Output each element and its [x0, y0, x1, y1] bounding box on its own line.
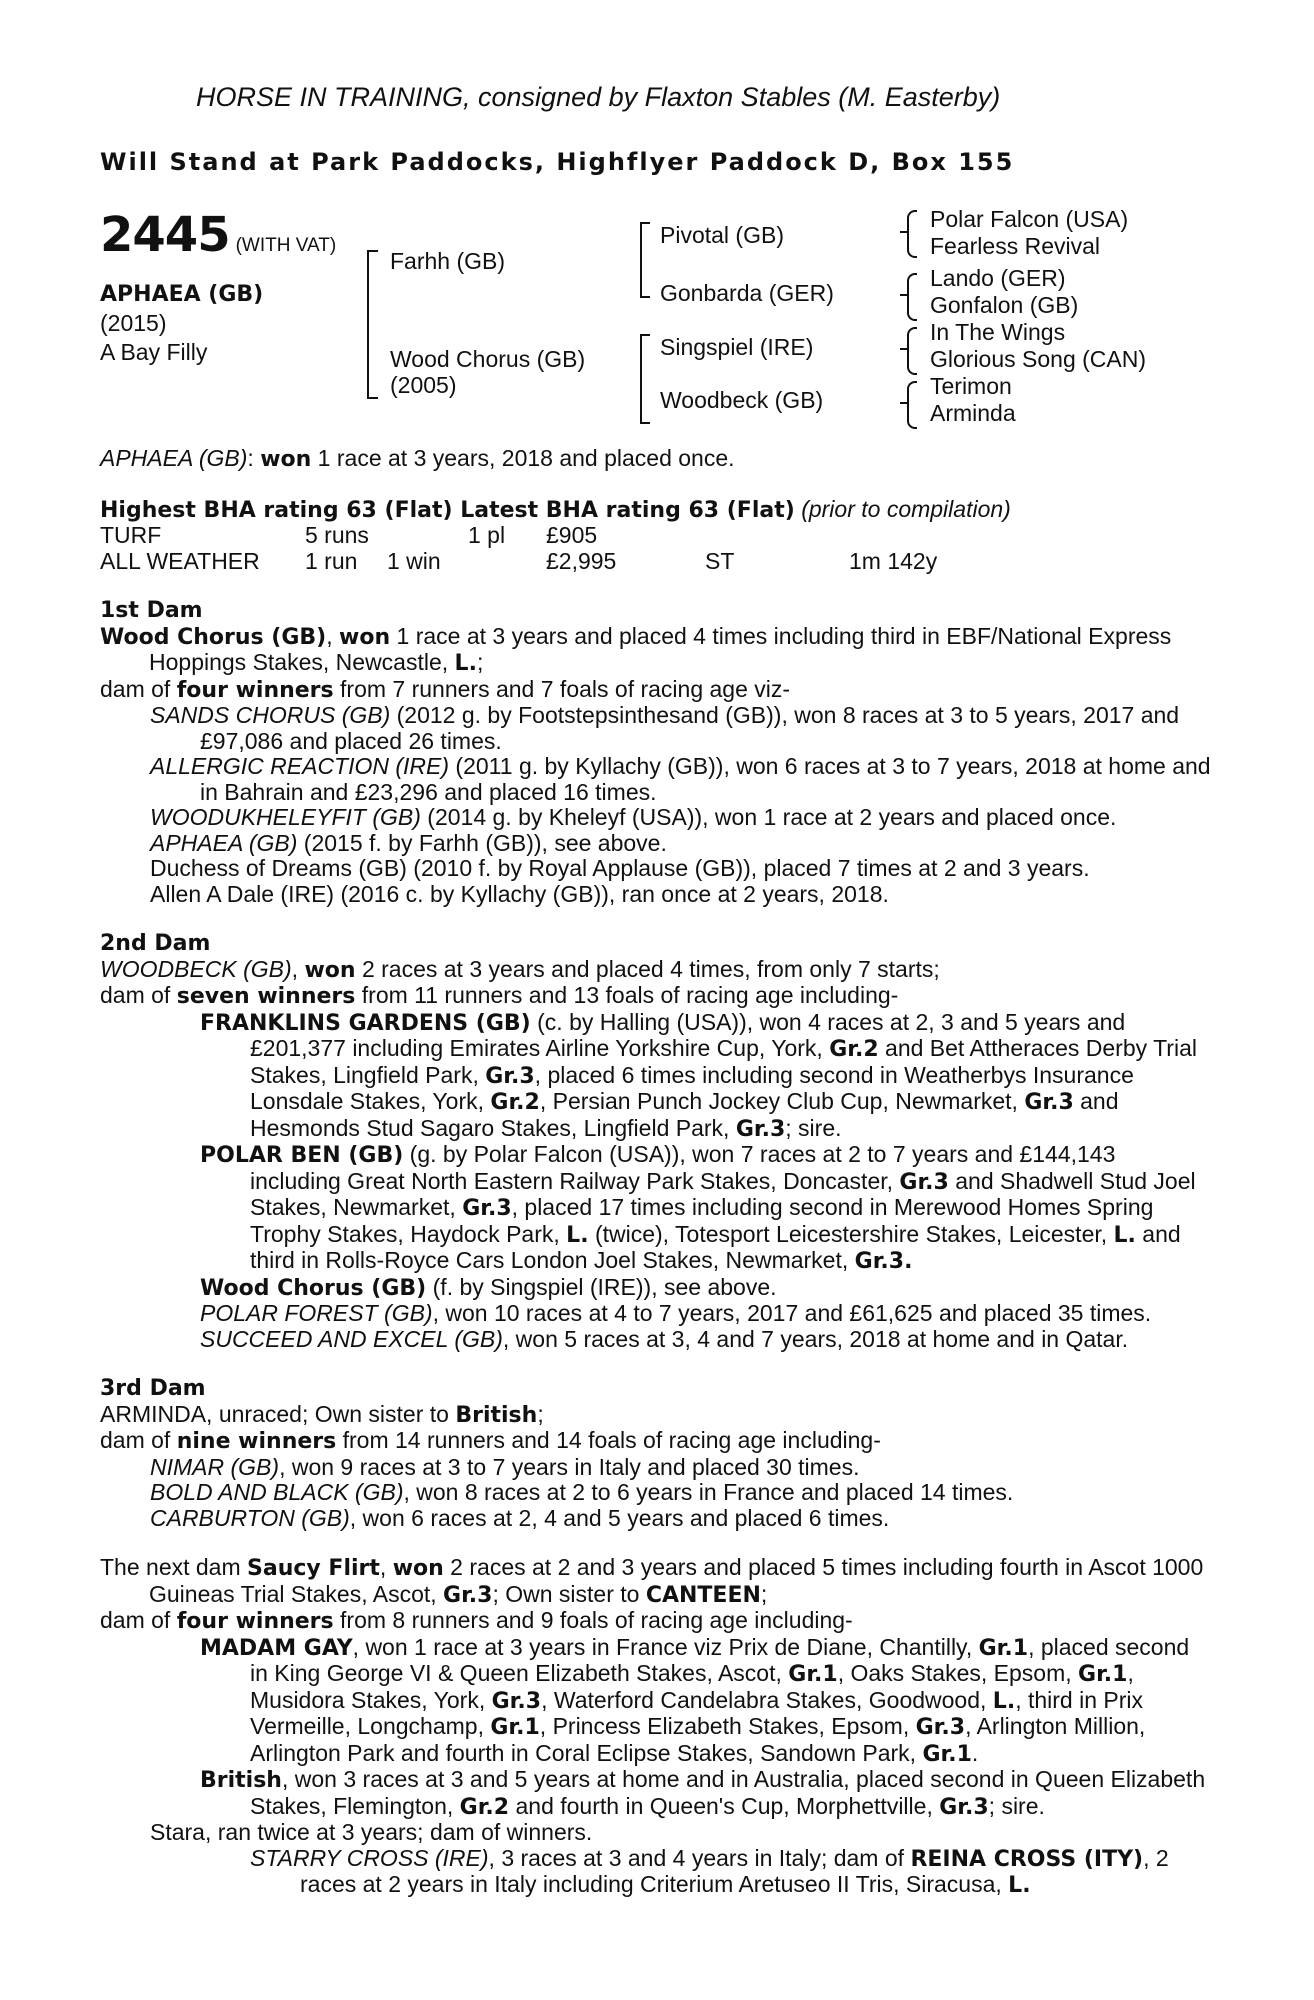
- pedigree-dam-sire: Singspiel (IRE): [660, 334, 814, 360]
- pedigree-bracket-dam-parents: [640, 334, 650, 424]
- pedigree-g7: Terimon: [930, 373, 1012, 399]
- first-dam-record: Wood Chorus (GB), won 1 race at 3 years and placed 4 times including third in EBF/National Express Hoppings Stakes, Newcastle, L.;: [100, 622, 1172, 676]
- stand-location: Will Stand at Park Paddocks, Highflyer Paddock D, Box 155: [100, 148, 1015, 176]
- third-dam-heading: 3rd Dam: [100, 1376, 206, 1401]
- pedigree-bracket-sire-parents: [640, 222, 650, 298]
- produce-item: Stara, ran twice at 3 years; dam of winners.: [150, 1819, 593, 1845]
- vat-label: (WITH VAT): [235, 235, 337, 256]
- third-dam-produce-summary: dam of nine winners from 14 runners and 14 foals of racing age including-: [100, 1427, 881, 1454]
- produce-item: APHAEA (GB) (2015 f. by Farhh (GB)), see above.: [150, 829, 667, 856]
- produce-item: POLAR FOREST (GB), won 10 races at 4 to 7 years, 2017 and £61,625 and placed 35 times.: [200, 1300, 1152, 1326]
- produce-item: ALLERGIC REACTION (IRE) (2011 g. by Kyllachy (GB)), won 6 races at 3 to 7 years, 2018 at home and in Bahrain and £23,296 and placed 16 times.: [150, 753, 1211, 805]
- pedigree-dam: Wood Chorus (GB): [390, 346, 586, 372]
- produce-item: Duchess of Dreams (GB) (2010 f. by Royal Applause (GB)), placed 7 times at 2 and 3 years.: [150, 855, 1090, 881]
- first-dam-produce-summary: dam of four winners from 7 runners and 7 foals of racing age viz-: [100, 675, 791, 703]
- pedigree-bracket-g1: [907, 210, 917, 258]
- pedigree-tick-g1: [900, 231, 908, 233]
- produce-item: Wood Chorus (GB) (f. by Singspiel (IRE)), see above.: [200, 1273, 777, 1301]
- pedigree-sire: Farhh (GB): [390, 248, 506, 274]
- horse-year: (2015): [100, 310, 167, 336]
- pedigree-tick-g2: [900, 294, 908, 296]
- pedigree-bracket-g2: [907, 273, 917, 321]
- pedigree-g8: Arminda: [930, 400, 1016, 426]
- lot-number: 2445: [100, 207, 230, 263]
- pedigree-sire-dam: Gonbarda (GER): [660, 280, 834, 306]
- produce-item: SANDS CHORUS (GB) (2012 g. by Footstepsinthesand (GB)), won 8 races at 3 to 5 years, 2017 and £97,086 and placed 26 times.: [150, 702, 1180, 754]
- pedigree-g6: Glorious Song (CAN): [930, 346, 1147, 372]
- horse-description: A Bay Filly: [100, 339, 208, 365]
- consignor-line: HORSE IN TRAINING, consigned by Flaxton Stables (M. Easterby): [196, 82, 1001, 112]
- all-weather-stats-row: ALL WEATHER 1 run 1 win £2,995 ST 1m 142y: [100, 547, 938, 574]
- pedigree-g2: Fearless Revival: [930, 233, 1100, 259]
- next-dam-record: The next dam Saucy Flirt, won 2 races at 2 and 3 years and placed 5 times including fourth in Ascot 1000 Guineas Trial Stakes, Ascot, Gr.3; Own sister to CANTEEN;: [100, 1554, 1204, 1608]
- produce-item: BOLD AND BLACK (GB), won 8 races at 2 to 6 years in France and placed 14 times.: [150, 1479, 1014, 1505]
- pedigree-tick-g4: [900, 402, 908, 404]
- pedigree-g4: Gonfalon (GB): [930, 292, 1079, 318]
- pedigree-g1: Polar Falcon (USA): [930, 206, 1129, 232]
- pedigree-dam-dam: Woodbeck (GB): [660, 387, 824, 413]
- second-dam-produce-summary: dam of seven winners from 11 runners and 13 foals of racing age including-: [100, 982, 899, 1009]
- first-dam-heading: 1st Dam: [100, 598, 203, 623]
- next-dam-produce-summary: dam of four winners from 8 runners and 9 foals of racing age including-: [100, 1607, 853, 1634]
- pedigree-g5: In The Wings: [930, 319, 1066, 345]
- pedigree-g3: Lando (GER): [930, 265, 1066, 291]
- horse-details: [100, 280, 263, 367]
- rating-line: Highest BHA rating 63 (Flat) Latest BHA rating 63 (Flat) (prior to compilation): [100, 495, 1011, 523]
- produce-item: Allen A Dale (IRE) (2016 c. by Kyllachy (GB)), ran once at 2 years, 2018.: [150, 880, 889, 907]
- pedigree-dam-year: (2005): [390, 372, 457, 398]
- turf-stats-row: TURF 5 runs 1 pl £905: [100, 522, 598, 548]
- pedigree-bracket-g3: [907, 327, 917, 375]
- pedigree-bracket-sire-dam: [367, 250, 378, 399]
- produce-item: SUCCEED AND EXCEL (GB), won 5 races at 3, 4 and 7 years, 2018 at home and in Qatar.: [200, 1325, 1129, 1352]
- produce-item: MADAM GAY, won 1 race at 3 years in France viz Prix de Diane, Chantilly, Gr.1, placed second in King George VI & Queen Elizabeth Stakes, Ascot, Gr.1, Oaks Stakes, Epsom, Gr.1, Musidora Stakes, York, Gr.3, Waterford Candelabra Stakes, Goodwood, L., third in Prix Vermeille, Longchamp, Gr.1, Princess Elizabeth Stakes, Epsom, Gr.3, Arlington Million, Arlington Park and fourth in Coral Eclipse Stakes, Sandown Park, Gr.1.: [200, 1633, 1190, 1767]
- second-dam-heading: 2nd Dam: [100, 931, 211, 956]
- produce-item: NIMAR (GB), won 9 races at 3 to 7 years in Italy and placed 30 times.: [150, 1453, 860, 1480]
- race-record: APHAEA (GB): won 1 race at 3 years, 2018 and placed once.: [100, 445, 735, 472]
- produce-item: CARBURTON (GB), won 6 races at 2, 4 and 5 years and placed 6 times.: [150, 1504, 890, 1531]
- produce-item: WOODUKHELEYFIT (GB) (2014 g. by Kheleyf (USA)), won 1 race at 2 years and placed once.: [150, 804, 1117, 830]
- third-dam-record: ARMINDA, unraced; Own sister to British;: [100, 1400, 544, 1428]
- produce-item: POLAR BEN (GB) (g. by Polar Falcon (USA)), won 7 races at 2 to 7 years and £144,143 including Great North Eastern Railway Park Stakes, Doncaster, Gr.3 and Shadwell Stud Joel Stakes, Newmarket, Gr.3, placed 17 times including second in Merewood Homes Spring Trophy Stakes, Haydock Park, L. (twice), Totesport Leicestershire Stakes, Leicester, L. and third in Rolls-Royce Cars London Joel Stakes, Newmarket, Gr.3.: [200, 1141, 1196, 1274]
- produce-item: STARRY CROSS (IRE), 3 races at 3 and 4 years in Italy; dam of REINA CROSS (ITY), 2 races at 2 years in Italy including Criterium Aretuseo II Tris, Siracusa, L.: [250, 1844, 1169, 1898]
- catalogue-body: [100, 446, 1212, 1899]
- pedigree-tick-g3: [900, 348, 908, 350]
- horse-name: APHAEA (GB): [100, 282, 264, 307]
- produce-item: British, won 3 races at 3 and 5 years at home and in Australia, placed second in Queen Elizabeth Stakes, Flemington, Gr.2 and fourth in Queen's Cup, Morphettville, Gr.3; sire.: [200, 1766, 1206, 1820]
- pedigree-sire-sire: Pivotal (GB): [660, 222, 784, 248]
- second-dam-record: WOODBECK (GB), won 2 races at 3 years and placed 4 times, from only 7 starts;: [100, 955, 940, 983]
- pedigree-bracket-g4: [907, 381, 917, 429]
- lot-header: [100, 207, 336, 263]
- produce-item: FRANKLINS GARDENS (GB) (c. by Halling (USA)), won 4 races at 2, 3 and 5 years and £201,377 including Emirates Airline Yorkshire Cup, York, Gr.2 and Bet Attheraces Derby Trial Stakes, Lingfield Park, Gr.3, placed 6 times including second in Weatherbys Insurance Lonsdale Stakes, York, Gr.2, Persian Punch Jockey Club Cup, Newmarket, Gr.3 and Hesmonds Stud Sagaro Stakes, Lingfield Park, Gr.3; sire.: [200, 1008, 1197, 1142]
